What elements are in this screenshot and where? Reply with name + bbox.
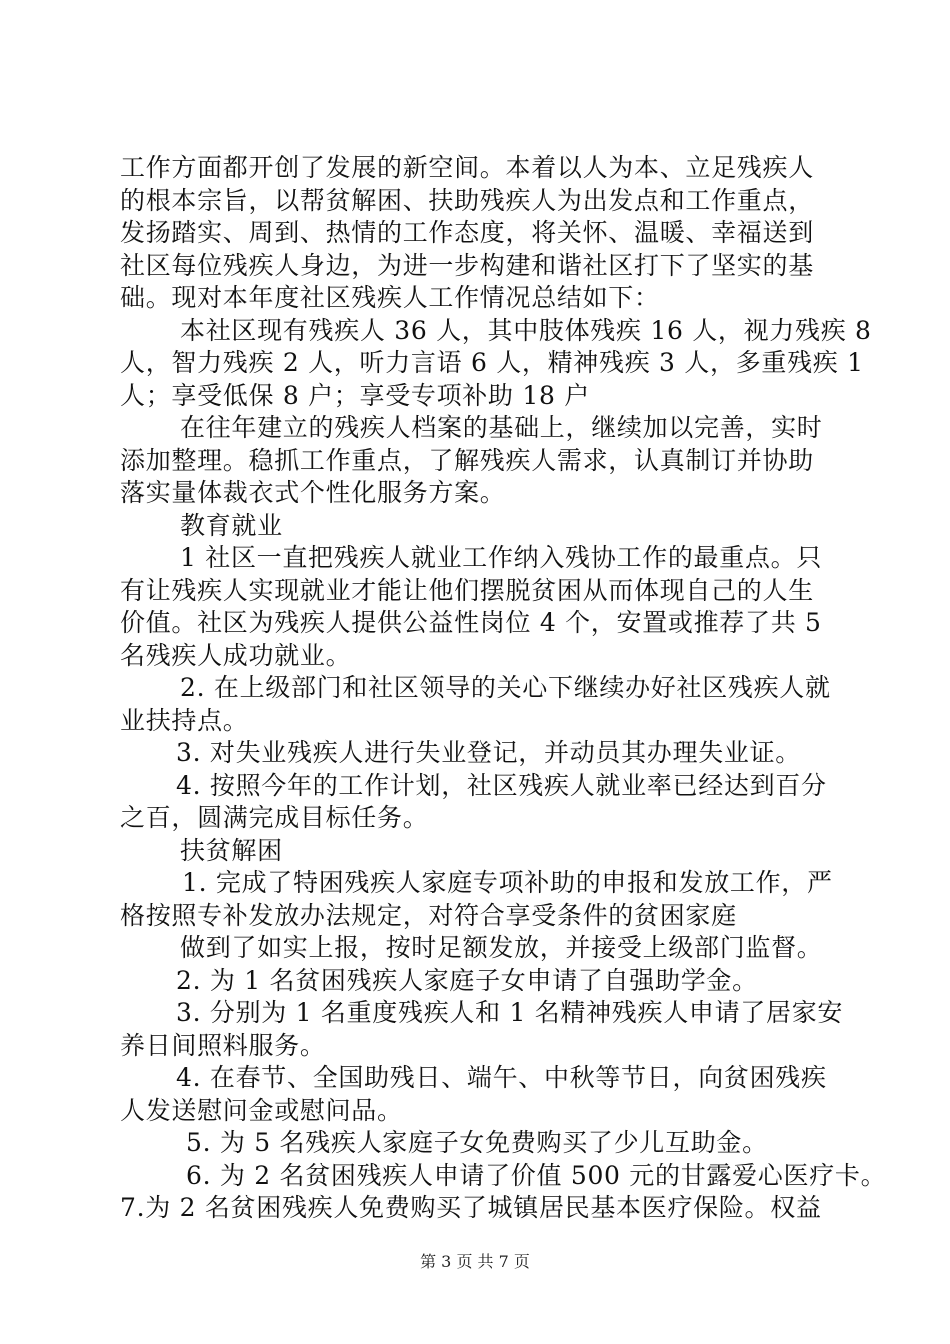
text-line: 础。现对本年度社区残疾人工作情况总结如下： — [120, 283, 660, 312]
text-line: 落实量体裁衣式个性化服务方案。 — [120, 478, 506, 507]
text-line: 人，智力残疾 2 人，听力言语 6 人，精神残疾 3 人，多重残疾 1 — [120, 348, 864, 377]
text-line: 2. 在上级部门和社区领导的关心下继续办好社区残疾人就 — [180, 673, 831, 702]
text-line: 养日间照料服务。 — [120, 1030, 326, 1060]
text-line: 1 社区一直把残疾人就业工作纳入残协工作的最重点。只 — [180, 543, 823, 572]
text-line: 本社区现有残疾人 36 人，其中肢体残疾 16 人，视力残疾 8 — [180, 315, 872, 345]
text-line: 人发送慰问金或慰问品。 — [120, 1095, 403, 1125]
text-line: 有让残疾人实现就业才能让他们摆脱贫困从而体现自己的人生 — [120, 575, 814, 605]
text-line: 价值。社区为残疾人提供公益性岗位 4 个，安置或推荐了共 5 — [120, 608, 822, 637]
text-line: 社区每位残疾人身边，为进一步构建和谐社区打下了坚实的基 — [120, 250, 814, 280]
text-line: 在往年建立的残疾人档案的基础上，继续加以完善，实时 — [180, 413, 823, 442]
text-line: 工作方面都开创了发展的新空间。本着以人为本、立足残疾人 — [120, 153, 814, 182]
section-heading: 教育就业 — [180, 510, 283, 540]
text-line: 做到了如实上报，按时足额发放，并接受上级部门监督。 — [180, 933, 823, 962]
text-line: 添加整理。稳抓工作重点，了解残疾人需求，认真制订并协助 — [120, 445, 814, 475]
text-line: 名残疾人成功就业。 — [120, 640, 352, 670]
text-line: 之百，圆满完成目标任务。 — [120, 803, 429, 832]
text-line: 6. 为 2 名贫困残疾人申请了价值 500 元的甘露爱心医疗卡。 — [186, 1160, 887, 1190]
text-line: 3. 分别为 1 名重度残疾人和 1 名精神残疾人申请了居家安 — [176, 998, 844, 1027]
text-line: 7.为 2 名贫困残疾人免费购买了城镇居民基本医疗保险。权益 — [120, 1193, 822, 1222]
page-number-footer: 第 3 页 共 7 页 — [420, 1252, 530, 1271]
text-line: 4. 按照今年的工作计划，社区残疾人就业率已经达到百分 — [176, 770, 827, 800]
text-line: 4. 在春节、全国助残日、端午、中秋等节日，向贫困残疾 — [176, 1063, 827, 1092]
document-body — [120, 152, 887, 1225]
text-line: 5. 为 5 名残疾人家庭子女免费购买了少儿互助金。 — [186, 1128, 768, 1157]
text-line: 业扶持点。 — [120, 705, 249, 735]
text-line: 3. 对失业残疾人进行失业登记，并动员其办理失业证。 — [176, 738, 802, 767]
text-line: 人；享受低保 8 户；享受专项补助 18 户 — [120, 380, 590, 410]
section-heading: 扶贫解困 — [180, 835, 283, 865]
text-line: 发扬踏实、周到、热情的工作态度，将关怀、温暖、幸福送到 — [120, 218, 814, 247]
text-line: 的根本宗旨，以帮贫解困、扶助残疾人为出发点和工作重点， — [120, 185, 814, 215]
text-line: 2. 为 1 名贫困残疾人家庭子女申请了自强助学金。 — [176, 965, 758, 995]
text-line: 1. 完成了特困残疾人家庭专项补助的申报和发放工作，严 — [182, 868, 833, 897]
text-line: 格按照专补发放办法规定，对符合享受条件的贫困家庭 — [120, 900, 737, 930]
